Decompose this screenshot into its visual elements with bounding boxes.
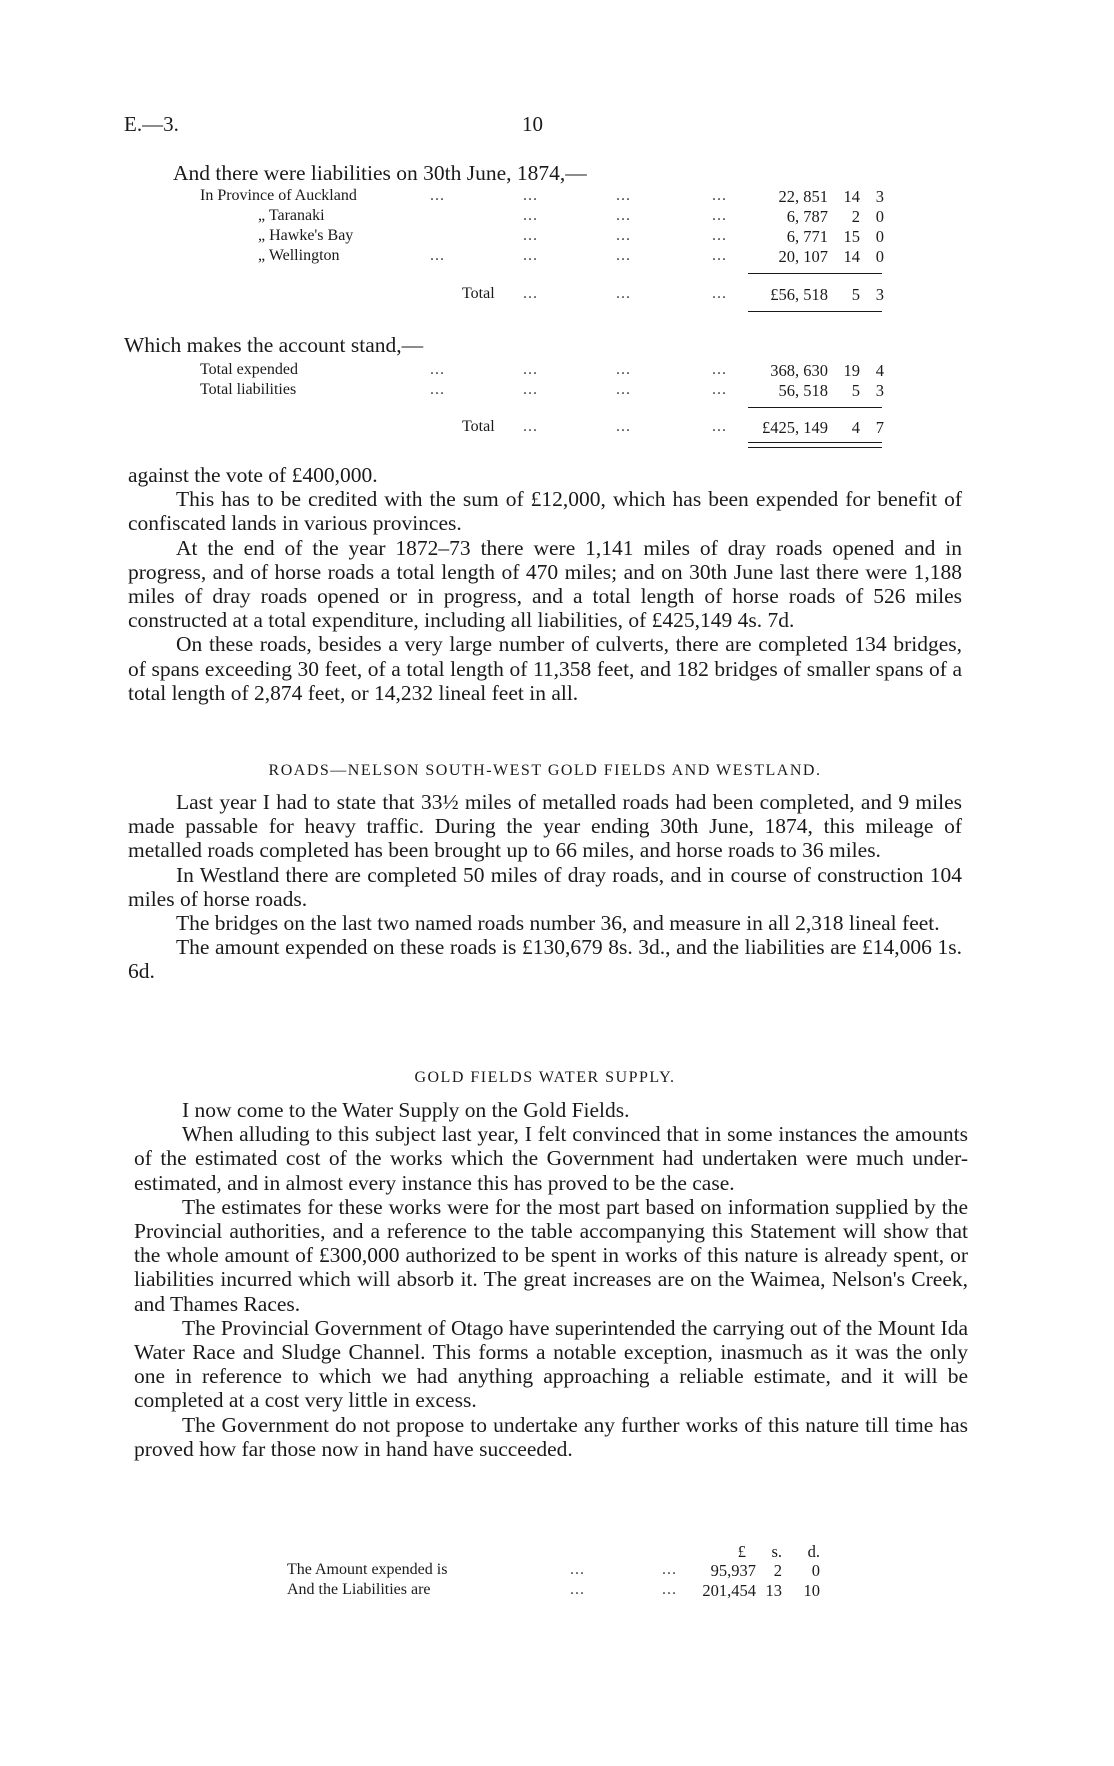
leader-dots: ... <box>570 1561 585 1578</box>
leader-dots: ... <box>712 285 727 302</box>
water-row-label: The Amount expended is <box>287 1561 448 1578</box>
shillings-cell: 2 <box>773 1561 782 1580</box>
shillings-cell: 14 <box>843 187 860 206</box>
sum-rule <box>748 273 882 274</box>
paragraph: This has to be credited with the sum of £12,000, which has been expended for benefit of confiscated lands in various provinces. <box>128 487 962 536</box>
leader-dots: ... <box>430 247 445 264</box>
liabilities-row-label: In Province of Auckland <box>200 187 357 204</box>
total-pence: 3 <box>875 285 884 304</box>
total-label: Total <box>462 285 495 302</box>
leader-dots: ... <box>712 187 727 204</box>
col-header-pounds: £ <box>737 1542 746 1561</box>
account-row-label: Total expended <box>200 361 298 378</box>
paragraph: against the vote of £400,000. <box>128 463 378 487</box>
leader-dots: ... <box>523 227 538 244</box>
pence-cell: 10 <box>803 1581 820 1600</box>
pounds-cell: 20, 107 <box>778 247 828 266</box>
pence-cell: 4 <box>875 361 884 380</box>
leader-dots: ... <box>523 207 538 224</box>
total-double-rule-bottom <box>748 447 882 448</box>
paragraph: I now come to the Water Supply on the Gold Fields. <box>182 1098 630 1122</box>
leader-dots: ... <box>712 227 727 244</box>
leader-dots: ... <box>712 361 727 378</box>
pounds-cell: 95,937 <box>710 1561 756 1580</box>
pounds-cell: 201,454 <box>702 1581 756 1600</box>
leader-dots: ... <box>523 418 538 435</box>
section-roads-north-island <box>128 463 962 705</box>
section-heading: GOLD FIELDS WATER SUPPLY. <box>414 1069 676 1086</box>
section-roads-nelson-westland <box>128 790 962 984</box>
shillings-cell: 19 <box>843 361 860 380</box>
paragraph: The Government do not propose to undertake any further works of this nature till time has proved how far those now in hand have succeeded. <box>134 1412 968 1461</box>
paragraph: The Provincial Government of Otago have superintended the carrying out of the Mount Ida Water Race and Sludge Channel. This forms a notable exception, inasmuch as it was the only one in reference to which we had anything approaching a reliable estimate, and it will be completed at a cost very little in excess. <box>134 1315 968 1413</box>
total-double-rule-top <box>748 442 882 443</box>
total-pounds: £425, 149 <box>762 418 828 437</box>
leader-dots: ... <box>523 381 538 398</box>
leader-dots: ... <box>523 361 538 378</box>
leader-dots: ... <box>616 207 631 224</box>
total-pence: 7 <box>875 418 884 437</box>
total-shillings: 4 <box>851 418 860 437</box>
leader-dots: ... <box>570 1581 585 1598</box>
leader-dots: ... <box>662 1581 677 1598</box>
total-shillings: 5 <box>851 285 860 304</box>
pence-cell: 3 <box>875 381 884 400</box>
col-header-shillings: s. <box>771 1542 782 1561</box>
paragraph: When alluding to this subject last year, I felt convinced that in some instances the amounts of the estimated cost of the works which the Government had undertaken were much under-estimated, and in almost every instance this has proved to be the case. <box>134 1122 968 1195</box>
total-label: Total <box>462 418 495 435</box>
pence-cell: 3 <box>875 187 884 206</box>
leader-dots: ... <box>616 418 631 435</box>
page-number: 10 <box>522 112 543 136</box>
pounds-cell: 6, 771 <box>786 227 828 246</box>
pounds-cell: 368, 630 <box>770 361 828 380</box>
leader-dots: ... <box>616 381 631 398</box>
pounds-cell: 56, 518 <box>778 381 828 400</box>
leader-dots: ... <box>616 285 631 302</box>
paragraph: The estimates for these works were for the most part based on information supplied by the Provincial authorities, and a reference to the table accompanying this Statement will show that the whole amount of £300,000 authorized to be spent in works of this nature is already spent, or liabilities incurred which will absorb it. The great increases are on the Waimea, Nelson's Creek, and Thames Races. <box>134 1194 968 1316</box>
shillings-cell: 5 <box>851 381 860 400</box>
section-heading: ROADS—NELSON SOUTH-WEST GOLD FIELDS AND WESTLAND. <box>268 762 822 779</box>
liabilities-row-label: „ Hawke's Bay <box>258 227 354 244</box>
total-rule <box>748 311 882 312</box>
account-row-label: Total liabilities <box>200 381 297 398</box>
paragraph: At the end of the year 1872–73 there were 1,141 miles of dray roads opened and in progress, and of horse roads a total length of 470 miles; and on 30th June last there were 1,188 miles of dray roads opened or in progress, and a total length of horse roads of 526 miles constructed at a total expenditure, including all liabilities, of £425,149 4s. 7d. <box>128 535 962 633</box>
document-reference: E.—3. <box>124 112 179 136</box>
leader-dots: ... <box>616 247 631 264</box>
section-water-supply <box>134 1098 968 1461</box>
sum-rule <box>748 407 882 408</box>
pounds-cell: 6, 787 <box>786 207 828 226</box>
water-row-label: And the Liabilities are <box>287 1581 431 1598</box>
leader-dots: ... <box>662 1561 677 1578</box>
liabilities-row-label: „ Wellington <box>258 247 340 264</box>
paragraph: In Westland there are completed 50 miles of dray roads, and in course of construction 104 miles of horse roads. <box>128 862 962 911</box>
leader-dots: ... <box>523 247 538 264</box>
account-lead: Which makes the account stand,— <box>124 333 424 357</box>
pence-cell: 0 <box>875 247 884 266</box>
liabilities-lead: And there were liabilities on 30th June, 1874,— <box>173 161 587 185</box>
paragraph: The bridges on the last two named roads number 36, and measure in all 2,318 lineal feet. <box>176 911 940 936</box>
leader-dots: ... <box>712 207 727 224</box>
leader-dots: ... <box>712 418 727 435</box>
leader-dots: ... <box>712 247 727 264</box>
pence-cell: 0 <box>811 1561 820 1580</box>
leader-dots: ... <box>430 381 445 398</box>
shillings-cell: 2 <box>851 207 860 226</box>
leader-dots: ... <box>616 187 631 204</box>
paragraph: Last year I had to state that 33½ miles of metalled roads had been completed, and 9 miles made passable for heavy traffic. During the year ending 30th June, 1874, this mileage of metalled roads completed has been brought up to 66 miles, and horse roads to 36 miles. <box>128 790 962 863</box>
leader-dots: ... <box>430 361 445 378</box>
leader-dots: ... <box>616 227 631 244</box>
pence-cell: 0 <box>875 227 884 246</box>
leader-dots: ... <box>430 187 445 204</box>
leader-dots: ... <box>523 285 538 302</box>
leader-dots: ... <box>523 187 538 204</box>
paragraph: The amount expended on these roads is £130,679 8s. 3d., and the liabilities are £14,006 1s. 6d. <box>128 935 962 984</box>
pounds-cell: 22, 851 <box>778 187 828 206</box>
paragraph: On these roads, besides a very large number of culverts, there are completed 134 bridges, of spans exceeding 30 feet, of a total length of 11,358 feet, and 182 bridges of smaller spans of a total length of 2,874 feet, or 14,232 lineal feet in all. <box>128 632 962 705</box>
leader-dots: ... <box>712 381 727 398</box>
liabilities-row-label: „ Taranaki <box>258 207 325 224</box>
col-header-pence: d. <box>807 1542 820 1561</box>
pence-cell: 0 <box>875 207 884 226</box>
leader-dots: ... <box>616 361 631 378</box>
shillings-cell: 15 <box>843 227 860 246</box>
shillings-cell: 13 <box>765 1581 782 1600</box>
shillings-cell: 14 <box>843 247 860 266</box>
total-pounds: £56, 518 <box>770 285 828 304</box>
